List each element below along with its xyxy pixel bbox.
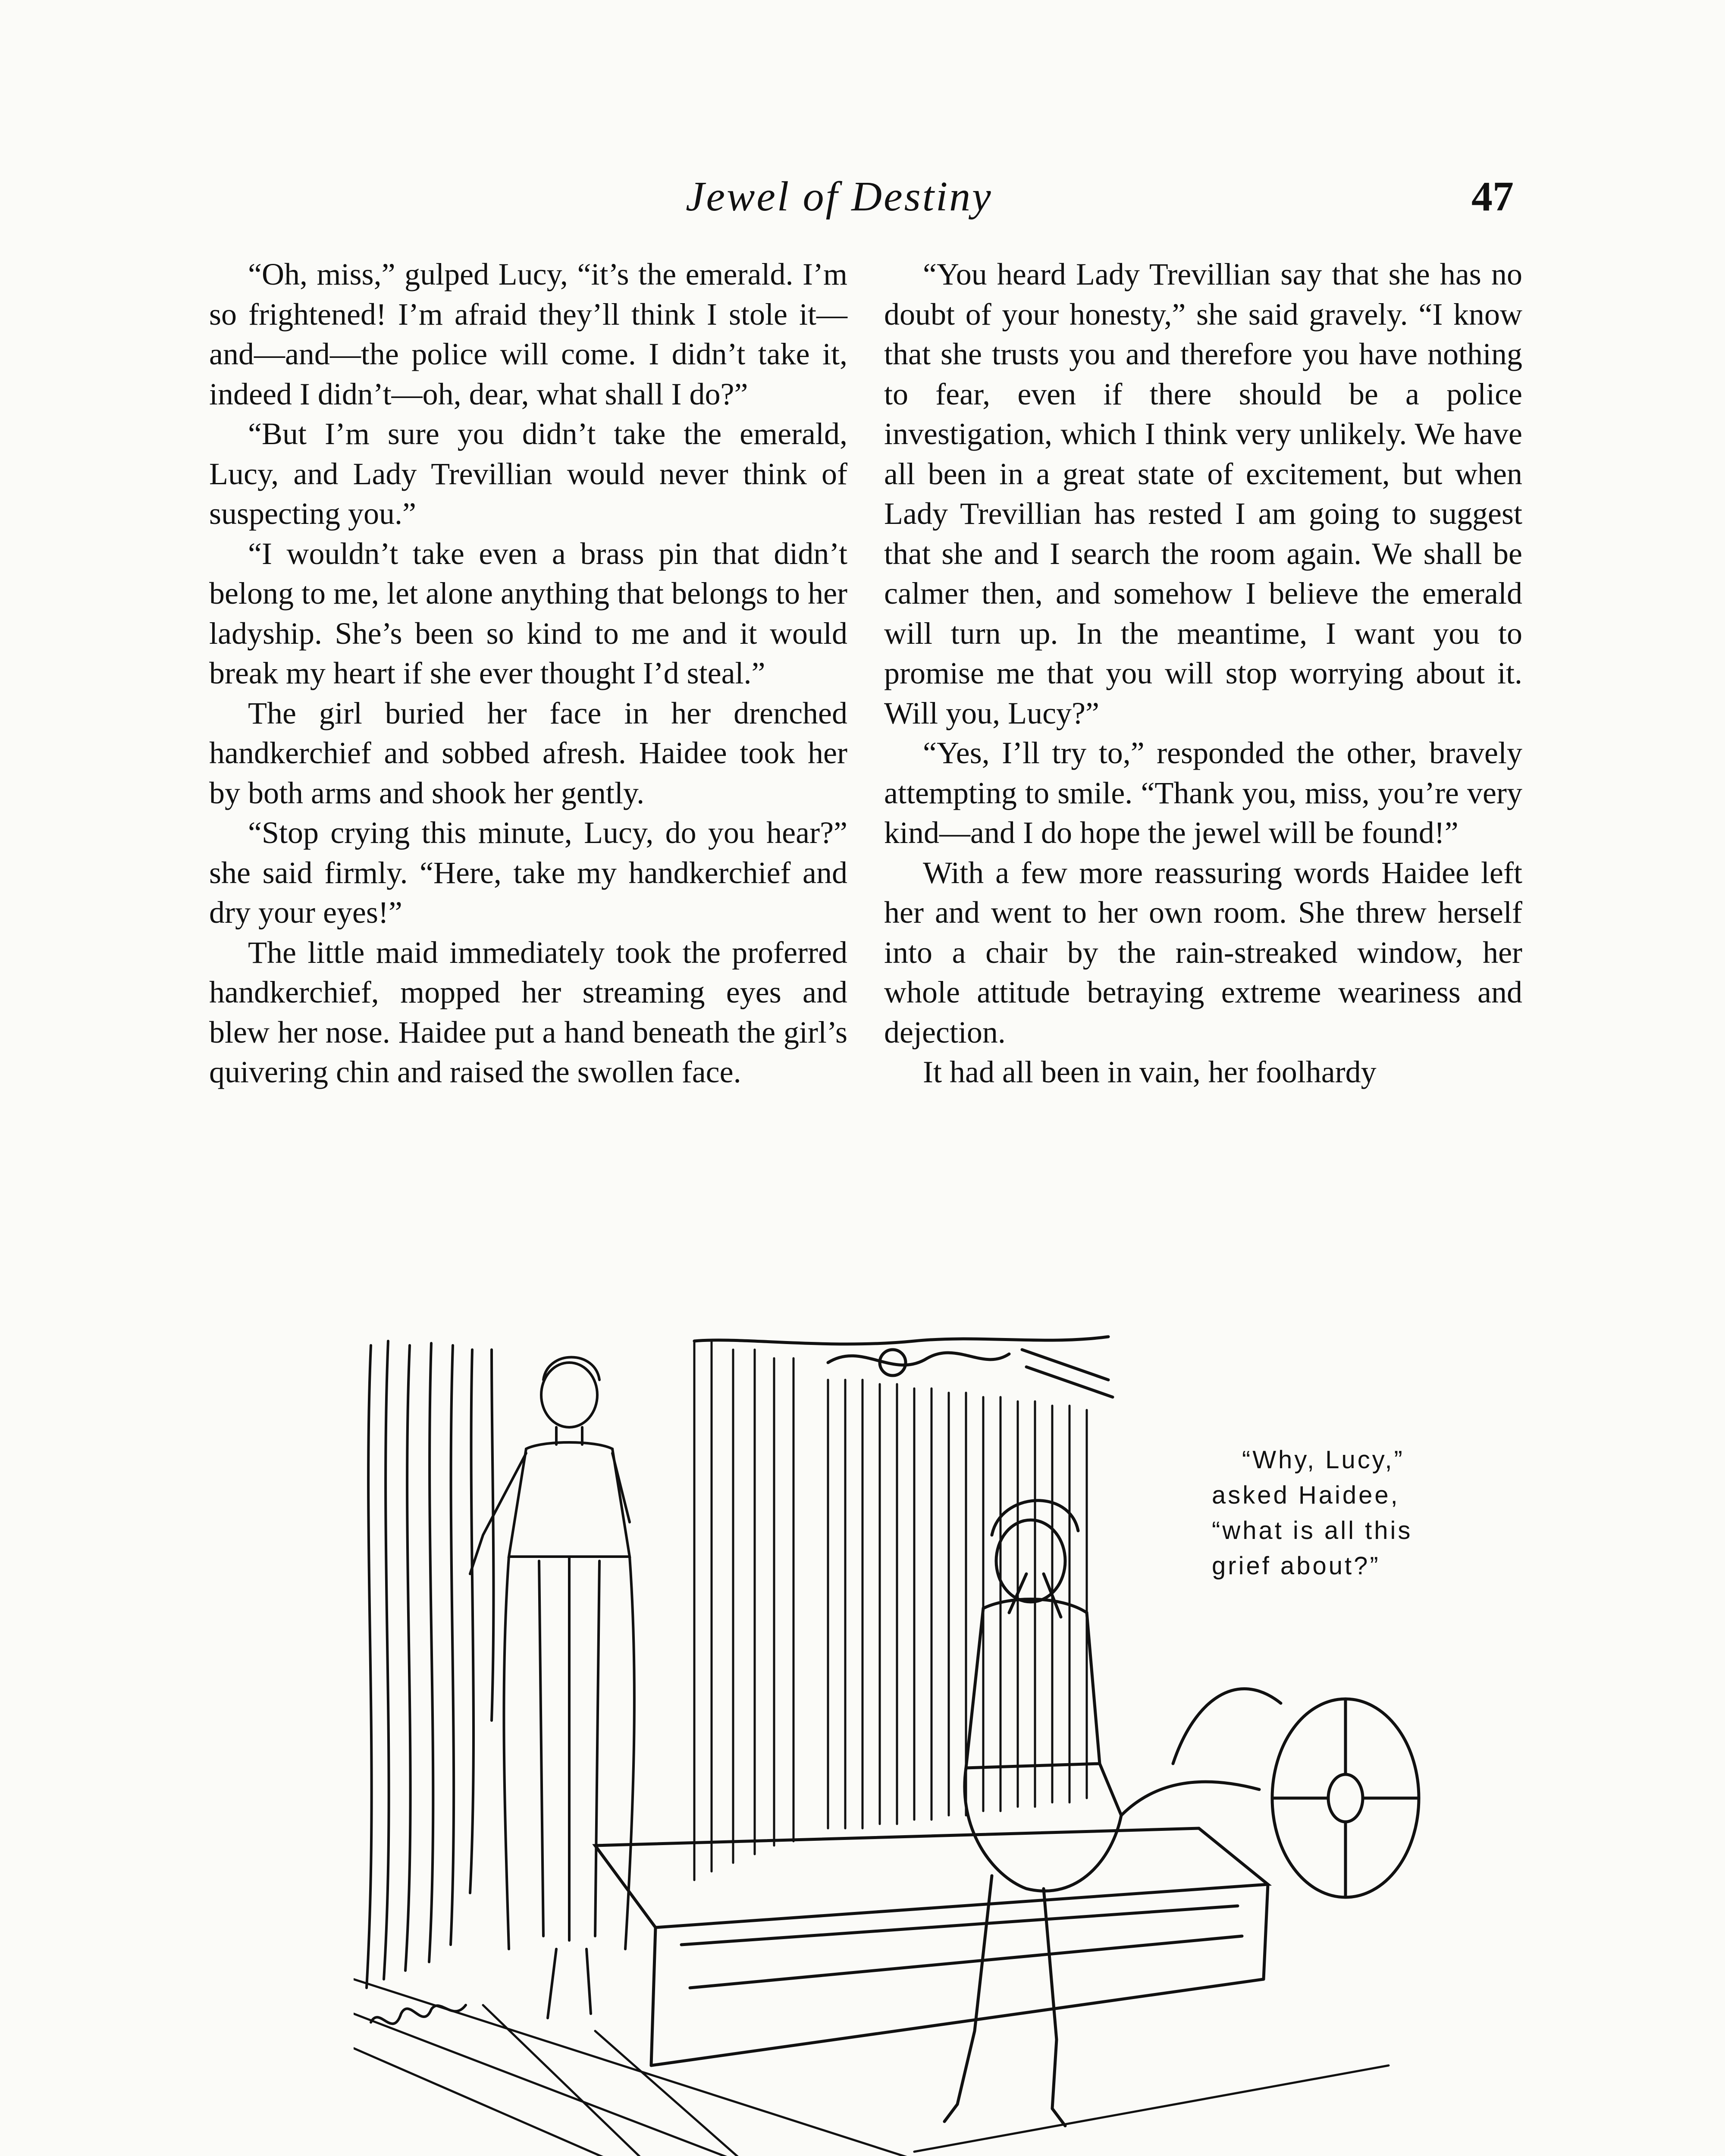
right-column [884,254,1522,1092]
caption-line: “what is all this [1212,1517,1413,1545]
paragraph: “Oh, miss,” gulped Lucy, “it’s the emerald. I’m so frightened! I’m afraid they’ll think I stole it—and—and—the police will come. I didn’t take it, indeed I didn’t—oh, dear, what shall I do?” [209,257,847,411]
paragraph: It had all been in vain, her foolhardy [923,1055,1377,1089]
seated-girl-figure [944,1501,1121,2126]
paragraph: The little maid immediately took the proferred handkerchief, mopped her streaming eyes and blew her nose. Haidee put a hand beneath the girl’s quivering chin and raised the swollen face. [209,935,847,1089]
page-number: 47 [1471,173,1514,220]
window-seat-bench [595,1828,1268,2065]
left-column [209,254,847,1092]
floor-boards [354,1979,1389,2156]
carved-cornice [694,1337,1113,1397]
paragraph: “Stop crying this minute, Lucy, do you hear?” she said firmly. “Here, take my handkerchief and dry your eyes!” [209,815,847,930]
cushion [1121,1689,1419,1897]
artist-signature [371,2005,466,2024]
running-title: Jewel of Destiny [686,173,993,220]
curtain-drapery [367,1341,493,1988]
paragraph: “I wouldn’t take even a brass pin that didn’t belong to me, let alone anything that belongs to her ladyship. She’s been so kind to me and it would break my heart if she ever thought I’d steal.” [209,536,847,690]
paragraph: “But I’m sure you didn’t take the emerald, Lucy, and Lady Trevillian would never think of suspecting you.” [209,417,847,531]
caption-line: “Why, Lucy,” [1242,1446,1405,1474]
paragraph: “Yes, I’ll try to,” responded the other, bravely attempting to smile. “Thank you, miss, you’re very kind—and I do hope the jewel will be found!” [884,736,1522,850]
caption-line: asked Haidee, [1212,1481,1400,1509]
wall-panels [694,1341,1087,1880]
paragraph: The girl buried her face in her drenched handkerchief and sobbed afresh. Haidee took her by both arms and shook her gently. [209,696,847,810]
standing-woman-figure [470,1357,634,2018]
caption-line: grief about?” [1212,1552,1380,1580]
paragraph: With a few more reassuring words Haidee left her and went to her own room. She threw herself into a chair by the rain-streaked window, her whole attitude betraying extreme weariness and dejection. [884,855,1522,1050]
paragraph: “You heard Lady Trevillian say that she has no doubt of your honesty,” she said gravely. “I know that she trusts you and therefore you have nothing to fear, even if there should be a police investigation, which I think very unlikely. We have all been in a great state of excitement, but when Lady Trevillian has rested I am going to suggest that she and I search the room again. We shall be calmer then, and somehow I believe the emerald will turn up. In the meantime, I want you to promise me that you will stop worrying about it. Will you, Lucy?” [884,257,1522,730]
illustration-caption [1212,1442,1488,1584]
page-header [0,172,1725,233]
